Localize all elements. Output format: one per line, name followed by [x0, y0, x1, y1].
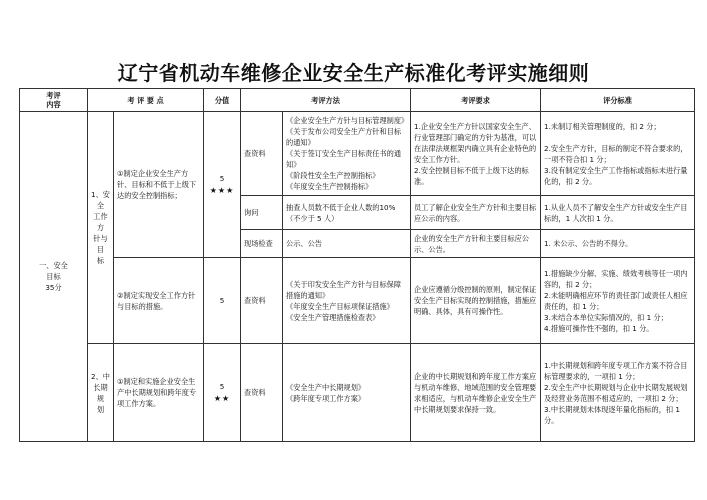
check-type: 查资料 — [241, 112, 283, 196]
requirement-text: 企业的中长期规划和跨年度工作方案应与机动车维修、地域范围的安全管理要求相适应，与机动车维修企业安全生产中长期规划要求保持一致。 — [411, 344, 541, 442]
standard-text: 1.措施缺少分解、实施、绩效考核等任一项内容的，扣 2 分； 2.未能明确相应环节的责任部门或责任人相应责任的，扣 1 分； 3.未结合本单位实际情况的，扣 1 分； 4.措施可操作性不强的，扣 1 分。 — [541, 258, 695, 344]
table-row — [20, 344, 695, 442]
list-item: 《关于签订安全生产目标责任书的通知》 — [286, 149, 402, 169]
table-header-row — [20, 89, 695, 112]
standard-text: 1.中长期规划和跨年度专项工作方案不符合目标管理要求的，一项扣 1 分； 2.安全生产中长期规划与企业中长期发展规划及经营业务范围不相适应的，一项扣 2 分； 3.中长期规划未体现逐年量化指标的，扣 1 分。 — [541, 344, 695, 442]
requirement-text: 企业的安全生产方针和主要目标应公示、公告。 — [411, 230, 541, 258]
check-type: 现场检查 — [241, 230, 283, 258]
sub-section-2: 2、中 长期规 划 — [88, 344, 114, 442]
header-method: 考评方法 — [241, 89, 411, 112]
check-items — [283, 112, 411, 196]
score-cell: 5 — [204, 258, 241, 344]
check-items: 公示、公告 — [283, 230, 411, 258]
check-type: 查资料 — [241, 258, 283, 344]
star-rating: ★★ — [213, 394, 231, 403]
sub-section-1: 1、安全 工作方 针与目 标 — [88, 112, 114, 344]
point-text: ①制定企业安全生产方针、目标和不低于上级下达的安全控制指标； — [114, 112, 204, 258]
list-item: 《阶段性安全生产控制指标》 — [286, 171, 380, 180]
header-requirement: 考评要求 — [411, 89, 541, 112]
header-points: 考 评 要 点 — [88, 89, 204, 112]
list-item: 《关于印发安全生产方针与目标保障措施的通知》 — [286, 279, 402, 300]
score-value: 5 — [219, 174, 225, 183]
evaluation-table — [19, 88, 695, 442]
point-text: ①制定和实施企业安全生产中长期规划和跨年度专项工作方案。 — [114, 344, 204, 442]
star-rating: ★★★ — [209, 186, 235, 195]
check-items: 抽查人员数不低于企业人数的10%（不少于 5 人） — [283, 196, 411, 230]
score-value: 5 — [219, 382, 225, 391]
table-row — [20, 258, 695, 344]
list-item: 《安全生产管理措施检查表》 — [286, 312, 380, 322]
section-name: 一、安全 目标 35分 — [20, 112, 88, 442]
header-score: 分值 — [204, 89, 241, 112]
list-item: 《年度安全生产控制指标》 — [286, 182, 373, 191]
list-item: 《关于发布公司安全生产方针和目标的通知》 — [286, 127, 402, 147]
requirement-text: 企业应遵循分级控制的原则，制定保证安全生产目标实现的控制措施，措施应明确、具体，具有可操作性。 — [411, 258, 541, 344]
standard-text: 1.未制订相关管理制度的，扣 2 分； 2.安全生产方针，目标的制定不符合要求的，一项不符合扣 1 分； 3.没有制定安全生产工作指标或指标未进行量化的，扣 2 分。 — [541, 112, 695, 196]
score-cell — [204, 344, 241, 442]
standard-text: 1.从业人员不了解安全生产方针或安全生产目标的，1 人次扣 1 分。 — [541, 196, 695, 230]
point-text: ②制定实现安全工作方针与目标的措施。 — [114, 258, 204, 344]
check-items — [283, 258, 411, 344]
header-standard: 评分标准 — [541, 89, 695, 112]
requirement-text: 1.企业安全生产方针以国家安全生产、行业管理部门确定的方针为基准，可以在法律法规框架内确立具有企业特色的安全工作方针。 2.安全控制目标不低于上级下达的标准。 — [411, 112, 541, 196]
list-item: 《安全生产中长期规划》 — [286, 382, 366, 392]
check-items — [283, 344, 411, 442]
table-row — [20, 112, 695, 196]
list-item: 《跨年度专项工作方案》 — [286, 393, 366, 403]
list-item: 《企业安全生产方针与目标管理制度》 — [286, 116, 409, 125]
page-title: 辽宁省机动车维修企业安全生产标准化考评实施细则 — [117, 61, 590, 85]
standard-text: 1. 未公示、公告的不得分。 — [541, 230, 695, 258]
check-type: 查资料 — [241, 344, 283, 442]
requirement-text: 员工了解企业安全生产方针和主要目标应公示的内容。 — [411, 196, 541, 230]
header-content: 考评 内容 — [20, 89, 88, 112]
list-item: 《年度安全生产目标项保证措施》 — [286, 301, 394, 311]
score-cell — [204, 112, 241, 258]
check-type: 询问 — [241, 196, 283, 230]
